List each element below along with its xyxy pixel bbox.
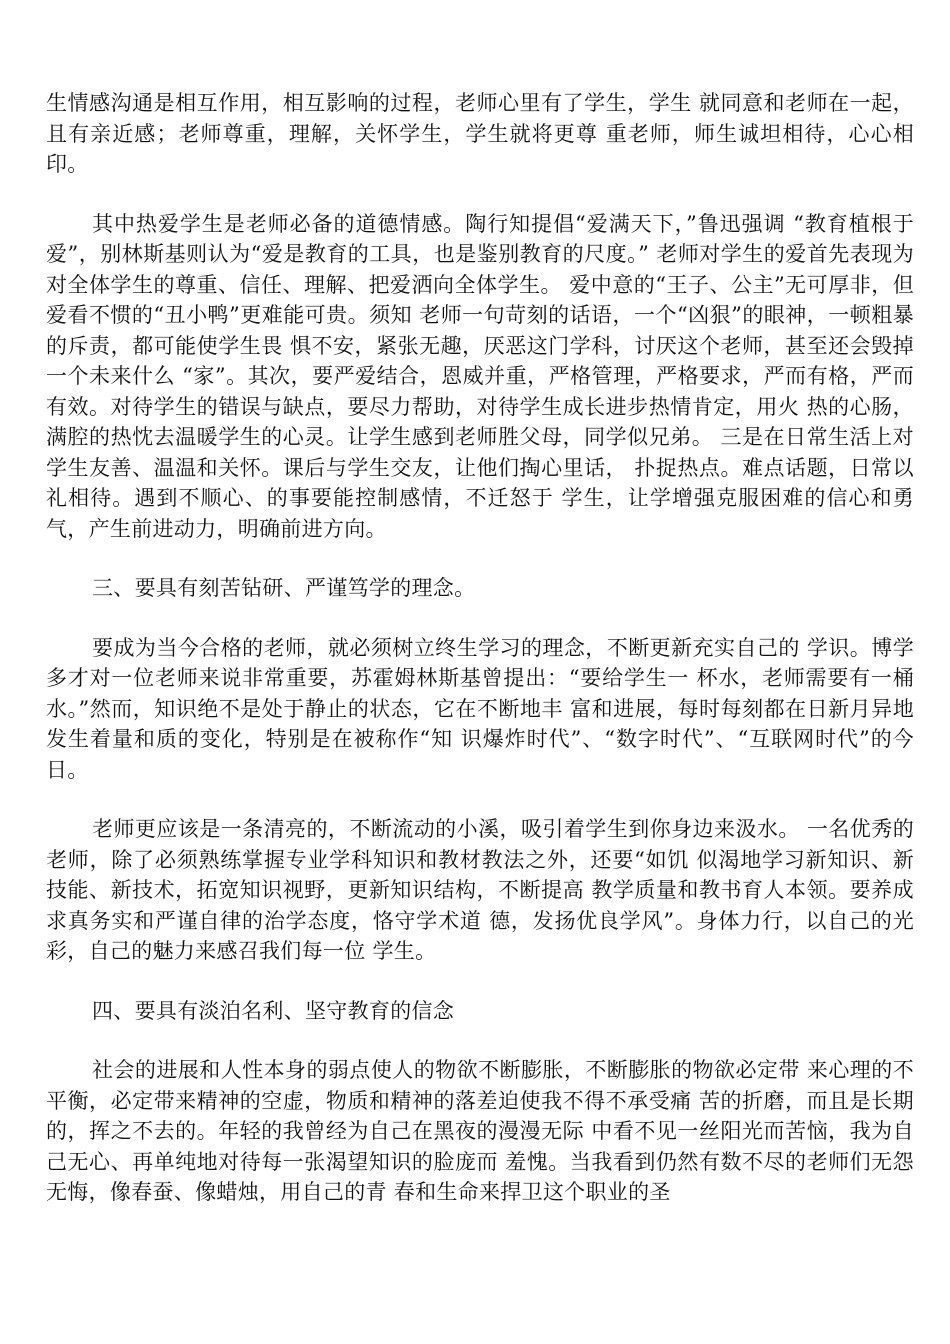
section-heading-four: 四、要具有淡泊名利、坚守教育的信念: [92, 998, 455, 1023]
section-heading-three: 三、要具有刻苦钻研、严谨笃学的理念。: [92, 576, 476, 600]
paragraph-flowing-stream: 老师更应该是一条清亮的，不断流动的小溪，吸引着学生到你身边来汲水。 一名优秀的老师，除了必须熟练掌握专业学科知识和教材教法之外，还要“如饥 似渴地学习新知识、新技能、新技术，拓宽知识视野，更新知识结构，不断提高 教学质量和教书育人本领。要养成求真务实和严谨自律的治学态度，恪守学术道 德，发扬优良学风”。身体力行，以自己的光彩，自己的魅力来感召我们每一位 学生。: [46, 817, 914, 963]
paragraph-love-students: 其中热爱学生是老师必备的道德情感。陶行知提倡“爱满天下，”鲁迅强调 “教育植根于爱”，别林斯基则认为“爱是教育的工具，也是鉴别教育的尺度。” 老师对学生的爱首先表现为对全体学生的尊重、信任、理解、把爱洒向全体学生。 爱中意的“王子、公主”无可厚非，但爱看不惯的“丑小鸭”更难能可贵。须知 老师一句苛刻的话语，一个“凶狠”的眼神，一顿粗暴的斥责，都可能使学生畏 惧不安，紧张无趣，厌恶这门学科，讨厌这个老师，甚至还会毁掉一个未来什么 “家”。其次，要严爱结合，恩威并重，严格管理，严格要求，严而有格，严而 有效。对待学生的错误与缺点，要尽力帮助，对待学生成长进步热情肯定，用火 热的心肠，满腔的热忱去温暖学生的心灵。让学生感到老师胜父母，同学似兄弟。 三是在日常生活上对学生友善、温温和关怀。课后与学生交友，让他们掏心里话， 扑捉热点。难点话题，日常以礼相待。遇到不顺心、的事要能控制感情，不迁怒于 学生，让学增强克服困难的信心和勇气，产生前进动力，明确前进方向。: [46, 211, 914, 541]
paragraph-teacher-student-communication: 生情感沟通是相互作用，相互影响的过程，老师心里有了学生，学生 就同意和老师在一起，且有亲近感；老师尊重，理解，关怀学生，学生就将更尊 重老师，师生诚坦相待，心心相印。: [46, 91, 914, 176]
paragraph-social-progress: 社会的进展和人性本身的弱点使人的物欲不断膨胀，不断膨胀的物欲必定带 来心理的不平衡，必定带来精神的空虚，物质和精神的落差迫使我不得不承受痛 苦的折磨，而且是长期的，挥之不去的。年轻的我曾经为自己在黑夜的漫漫无际 中看不见一丝阳光而苦恼，我为自己无心、再单纯地对待每一张渴望知识的脸庞而 羞愧。当我看到仍然有数不尽的老师们无怨无悔，像春蚕、像蜡烛，用自己的青 春和生命来捍卫这个职业的圣: [46, 1058, 914, 1204]
document-page: [46, 88, 914, 1237]
paragraph-lifelong-learning: 要成为当今合格的老师，就必须树立终生学习的理念，不断更新充实自己的 学识。博学多才对一位老师来说非常重要，苏霍姆林斯基曾提出：“要给学生一 杯水，老师需要有一桶水。”然而，知识绝不是处于静止的状态，它在不断地丰 富和进展，每时每刻都在日新月异地发生着量和质的变化，特别是在被称作“知 识爆炸时代”、“数字时代”、“互联网时代”的今日。: [46, 635, 914, 782]
